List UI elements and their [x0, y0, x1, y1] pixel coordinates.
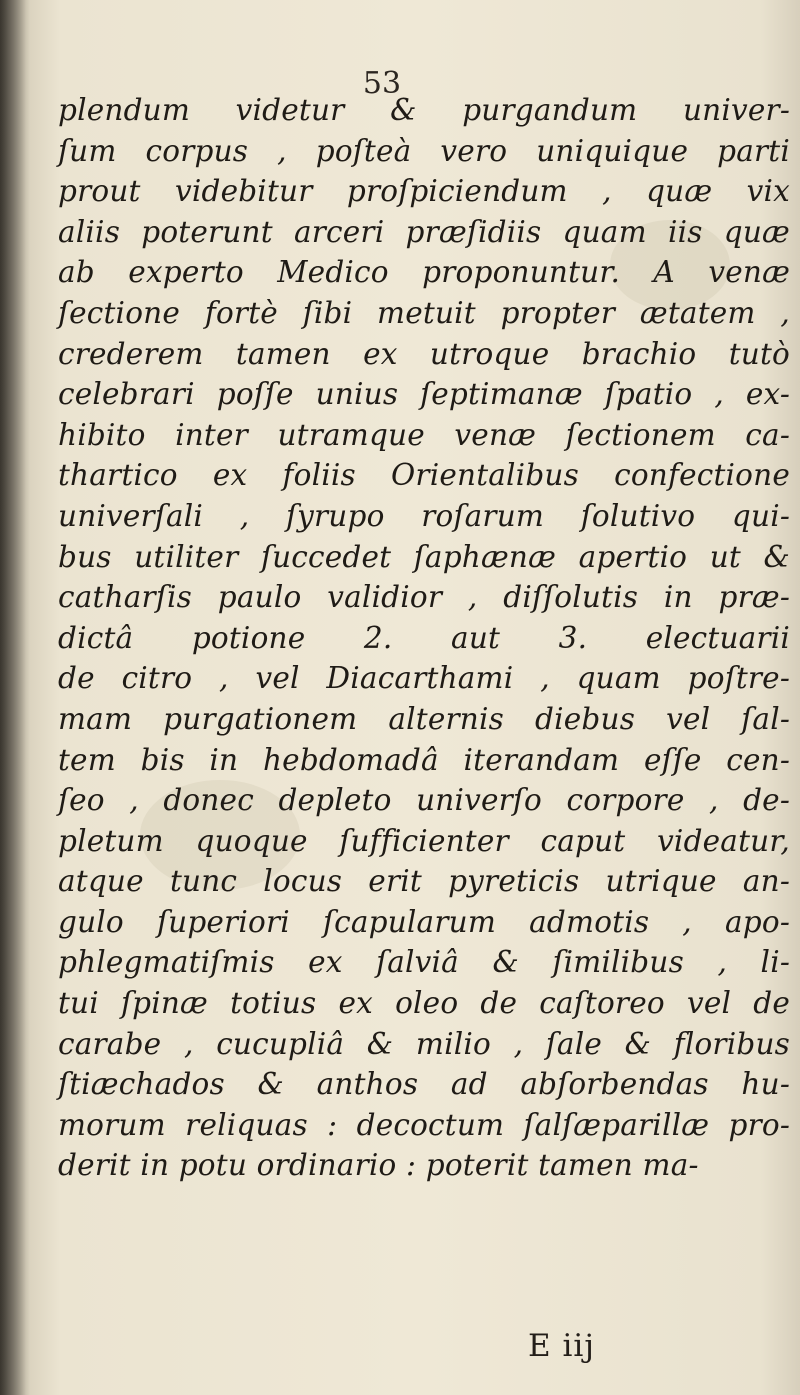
- text-line: celebrari poſſe unius ſeptimanæ ſpatio , ex-: [58, 377, 790, 412]
- text-line: de citro , vel Diacarthami , quam poſtre-: [58, 661, 790, 696]
- text-line: morum reliquas : decoctum ſalſæparillæ pro-: [58, 1107, 790, 1142]
- text-line: carabe , cucupliâ & milio , ſale & floribus: [58, 1026, 790, 1061]
- text-line: catharſis paulo validior , diſſolutis in præ-: [58, 580, 790, 615]
- text-line: aliis poterunt arceri præſidiis quam iis quæ: [58, 214, 790, 249]
- body-text: [58, 90, 790, 1186]
- text-line: tem bis in hebdomadâ iterandam eſſe cen-: [58, 742, 790, 777]
- signature-mark: E iij: [528, 1328, 595, 1364]
- text-line: mam purgationem alternis diebus vel ſal-: [58, 701, 790, 736]
- text-line: plendum videtur & purgandum univer-: [58, 93, 790, 127]
- text-line: dictâ potione 2. aut 3. electuarii: [58, 620, 790, 655]
- text-line: prout videbitur proſpiciendum , quæ vix: [58, 174, 790, 209]
- gutter-shadow: [0, 0, 30, 1395]
- text-line: ſum corpus , poſteà vero uniquique parti: [58, 133, 790, 168]
- text-line: univerſali , ſyrupo roſarum ſolutivo qui-: [58, 498, 790, 533]
- text-line: ab experto Medico proponuntur. A venæ: [58, 255, 790, 290]
- text-line: tui ſpinæ totius ex oleo de caſtoreo vel de: [58, 986, 790, 1021]
- text-line: ſtiæchados & anthos ad abſorbendas hu-: [58, 1067, 790, 1102]
- text-line: hibito inter utramque venæ ſectionem ca-: [58, 417, 790, 452]
- text-line: thartico ex foliis Orientalibus confectione: [58, 458, 790, 493]
- text-line: gulo ſuperiori ſcapularum admotis , apo-: [58, 904, 790, 939]
- text-line: crederem tamen ex utroque brachio tutò: [58, 336, 790, 371]
- page-number: 53: [362, 66, 402, 101]
- text-line: ſectione fortè ſibi metuit propter ætatem ,: [58, 295, 790, 330]
- text-line: ſeo , donec depleto univerſo corpore , de-: [58, 783, 790, 818]
- text-line: atque tunc locus erit pyreticis utrique an-: [58, 864, 790, 899]
- text-line: derit in potu ordinario : poterit tamen ma-: [58, 1148, 699, 1183]
- text-line: phlegmatiſmis ex ſalviâ & ſimilibus , li-: [58, 945, 790, 980]
- text-line: pletum quoque ſufficienter caput videatur,: [58, 823, 790, 858]
- text-line: bus utiliter ſuccedet ſaphænæ apertio ut &: [58, 539, 790, 574]
